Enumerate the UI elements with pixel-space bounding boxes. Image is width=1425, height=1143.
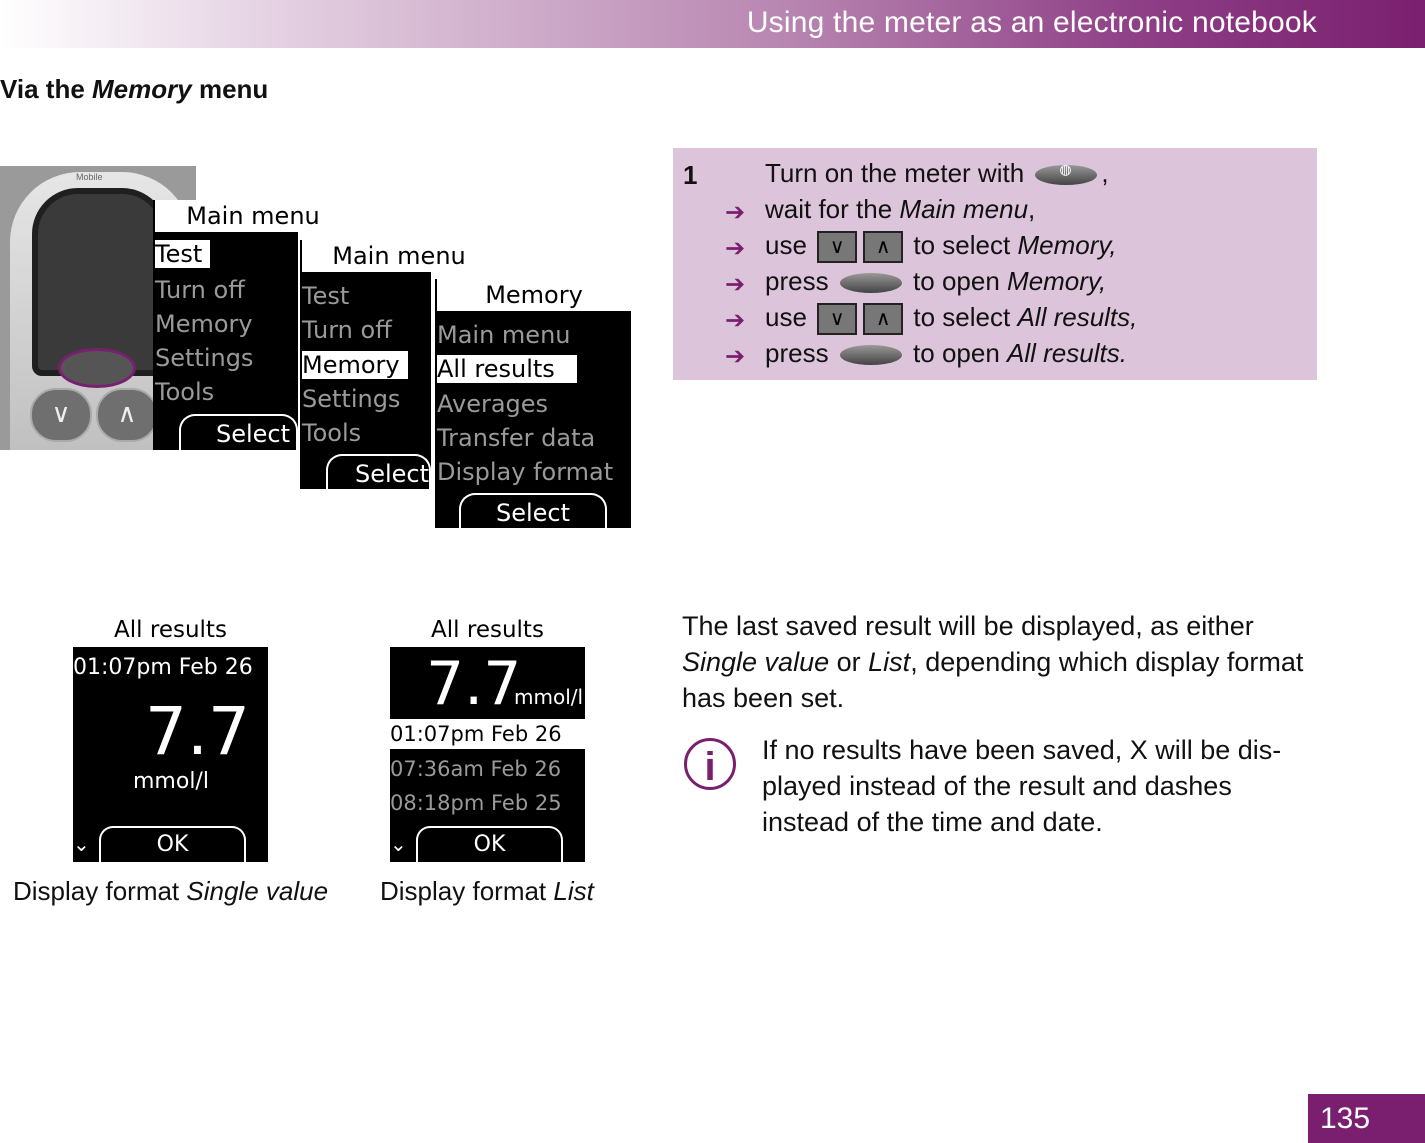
section-title-italic: Memory (92, 74, 192, 104)
lcd-header: All results (390, 613, 585, 647)
step-italic: Memory, (1007, 266, 1107, 296)
caption-single-value (13, 876, 328, 907)
arrow-icon: ➔ (725, 199, 746, 226)
arrow-icon: ➔ (725, 307, 746, 334)
lcd-item-memory: Memory (302, 351, 408, 379)
arrow-icon: ➔ (725, 343, 746, 370)
step-line-3 (765, 230, 1117, 263)
step-text: wait for the (765, 194, 893, 224)
result-row-selected: 01:07pm Feb 26 (390, 719, 585, 749)
result-row: 07:36am Feb 26 (390, 757, 562, 781)
instruction-panel (673, 148, 1317, 380)
lcd-main-menu-1 (153, 200, 320, 450)
result-unit: mmol/l (514, 685, 584, 709)
step-text: Turn on the meter with (765, 158, 1025, 188)
lcd-softkey-select: Select (459, 493, 607, 531)
lcd-header: Main menu (153, 200, 351, 232)
step-text: press (765, 338, 829, 368)
lcd-item-turn-off: Turn off (302, 316, 392, 344)
step-text: , (1028, 194, 1036, 224)
caption-list (380, 876, 594, 907)
arrow-icon: ➔ (725, 271, 746, 298)
step-text: , (1101, 158, 1109, 188)
lcd-item-transfer-data: Transfer data (437, 424, 596, 452)
description-paragraph (682, 608, 1322, 716)
lcd-header: All results (73, 613, 268, 647)
arrow-icon: ➔ (725, 235, 746, 262)
result-unit: mmol/l (133, 769, 209, 794)
chevron-down-icon: ⌄ (73, 832, 90, 856)
lcd-item-test: Test (302, 282, 350, 310)
step-text: use (765, 302, 807, 332)
up-button-icon: ∧ (863, 231, 903, 263)
step-text: to select (913, 302, 1011, 332)
power-button-icon (1035, 165, 1097, 185)
result-value: 7.7 (145, 693, 250, 770)
section-title-prefix: Via the (0, 74, 85, 104)
select-button-icon (840, 345, 902, 365)
up-button-icon: ∧ (863, 303, 903, 335)
lcd-item-settings: Settings (302, 385, 401, 413)
step-line-5 (765, 302, 1137, 335)
section-title (0, 74, 268, 105)
lcd-item-settings: Settings (155, 344, 254, 372)
step-text: to open (913, 266, 1000, 296)
lcd-header: Memory (435, 279, 631, 311)
lcd-item-all-results: All results (437, 355, 577, 383)
lcd-item-averages: Averages (437, 390, 549, 418)
info-note: If no results have been saved, X will be dis-played instead of the result and dashes instead of the time and date. (762, 735, 1282, 837)
step-italic: All results, (1017, 302, 1138, 332)
lcd-item-tools: Tools (302, 419, 362, 447)
step-text: to select (913, 230, 1011, 260)
para-text: The last saved result will be displayed, as either (682, 611, 1254, 641)
lcd-list (390, 613, 585, 862)
para-text: or (836, 647, 861, 677)
step-italic: Memory, (1017, 230, 1117, 260)
lcd-header: Main menu (300, 240, 496, 272)
lcd-item-tools: Tools (155, 378, 215, 406)
step-text: to open (913, 338, 1000, 368)
lcd-single-value (73, 613, 268, 862)
step-line-4 (765, 266, 1106, 297)
meter-power-button (58, 348, 136, 388)
step-line-6 (765, 338, 1127, 369)
para-text: , depending which display format has been set. (682, 647, 1304, 713)
step-line-2 (765, 194, 1035, 225)
para-italic: List (868, 647, 911, 677)
step-text: use (765, 230, 807, 260)
down-button-icon: ∨ (817, 231, 857, 263)
select-button-icon (840, 273, 902, 293)
page-number: 135 (1308, 1094, 1425, 1143)
result-value: 7.7 (426, 649, 522, 719)
lcd-item-test: Test (155, 240, 210, 268)
lcd-softkey-ok: OK (99, 826, 246, 862)
page-header-title: Using the meter as an electronic notebook (746, 6, 1317, 39)
caption-italic: Single value (186, 876, 329, 906)
step-italic: All results. (1007, 338, 1127, 368)
result-row: 08:18pm Feb 25 (390, 791, 562, 815)
lcd-item-memory: Memory (155, 310, 253, 338)
caption-text: Display format (380, 876, 547, 906)
step-italic: Main menu (899, 194, 1029, 224)
down-button-icon: ∨ (817, 303, 857, 335)
meter-down-button: ∨ (30, 388, 92, 442)
lcd-softkey-select: Select (179, 414, 298, 452)
caption-text: Display format (13, 876, 180, 906)
lcd-item-main-menu: Main menu (437, 321, 571, 349)
step-line-1 (765, 158, 1109, 189)
info-icon: i (684, 738, 736, 790)
lcd-main-menu-2 (300, 240, 466, 489)
lcd-item-display-format: Display format (437, 458, 614, 486)
section-title-suffix: menu (198, 74, 269, 104)
chevron-down-icon: ⌄ (390, 832, 407, 856)
lcd-item-turn-off: Turn off (155, 276, 245, 304)
caption-italic: List (553, 876, 594, 906)
lcd-softkey-select: Select (326, 454, 431, 492)
step-number: 1 (683, 160, 698, 190)
meter-brand-label: Mobile (76, 172, 103, 182)
result-datetime: 01:07pm Feb 26 (73, 655, 253, 680)
lcd-memory-menu (435, 279, 631, 528)
lcd-softkey-ok: OK (416, 826, 563, 862)
meter-up-button: ∧ (96, 388, 158, 442)
step-text: press (765, 266, 829, 296)
para-italic: Single value (682, 647, 830, 677)
